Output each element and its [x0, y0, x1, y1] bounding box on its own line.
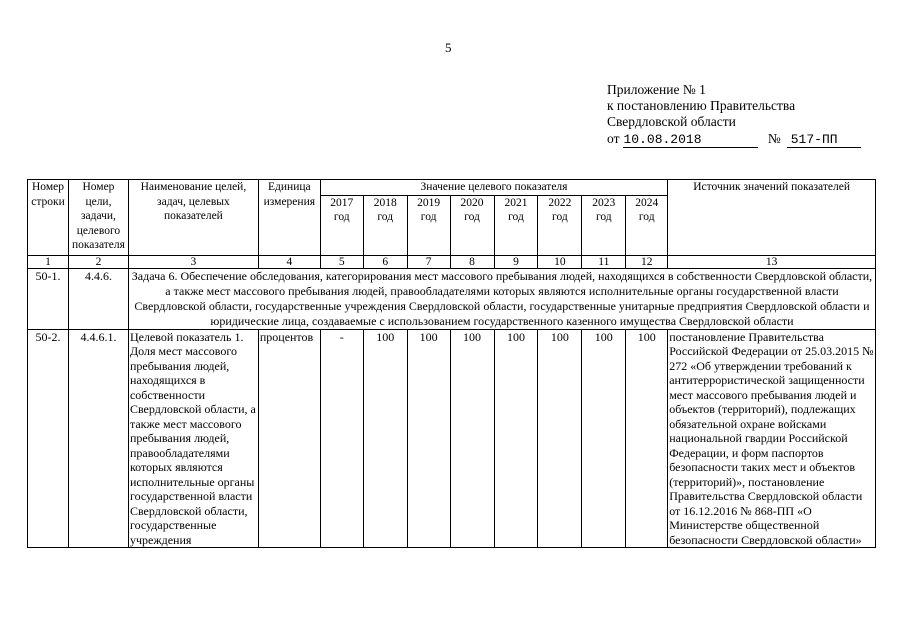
indicators-table — [27, 179, 876, 548]
resolution-number: 517-ПП — [790, 132, 838, 147]
header-values-group: Значение целевого показателя — [320, 180, 667, 196]
column-number: 1 — [28, 255, 69, 268]
indicator-value-2022: 100 — [538, 329, 582, 548]
indicator-goal-number: 4.4.6.1. — [68, 329, 128, 548]
column-number: 7 — [407, 255, 450, 268]
task-goal-number: 4.4.6. — [68, 268, 128, 329]
column-number: 8 — [450, 255, 494, 268]
indicator-value-2020: 100 — [450, 329, 494, 548]
header-row-number: Номер строки — [28, 180, 69, 256]
appendix-region-line: Свердловской области — [607, 114, 736, 129]
indicator-value-2018: 100 — [363, 329, 407, 548]
header-year: 2024 год — [626, 195, 668, 255]
header-source: Источник значений показателей — [668, 180, 876, 256]
appendix-title: Приложение № 1 — [607, 82, 706, 97]
column-number: 10 — [538, 255, 582, 268]
indicator-value-2019: 100 — [407, 329, 450, 548]
indicator-value-2023: 100 — [582, 329, 626, 548]
header-year: 2019 год — [407, 195, 450, 255]
column-number: 5 — [320, 255, 363, 268]
header-name: Наименование целей, задач, целевых показателей — [128, 180, 258, 256]
header-goal-number: Номер цели, задачи, целевого показателя — [68, 180, 128, 256]
indicator-value-2024: 100 — [626, 329, 668, 548]
column-number: 9 — [494, 255, 538, 268]
appendix-date-line — [607, 131, 861, 148]
indicator-unit: процентов — [258, 329, 320, 548]
header-unit: Единица измерения — [258, 180, 320, 256]
column-number: 12 — [626, 255, 668, 268]
column-number: 13 — [668, 255, 876, 268]
date-prefix: от — [607, 131, 620, 146]
indicator-value-2021: 100 — [494, 329, 538, 548]
column-number: 2 — [68, 255, 128, 268]
header-year: 2022 год — [538, 195, 582, 255]
resolution-date: 10.08.2018 — [623, 132, 702, 147]
number-prefix: № — [767, 131, 781, 146]
column-number: 6 — [363, 255, 407, 268]
header-year: 2023 год — [582, 195, 626, 255]
page-number: 5 — [445, 40, 452, 55]
column-number: 3 — [128, 255, 258, 268]
task-row-number: 50-1. — [28, 268, 69, 329]
appendix-header — [607, 82, 861, 148]
indicator-row-number: 50-2. — [28, 329, 69, 548]
header-year: 2017 год — [320, 195, 363, 255]
task-description: Задача 6. Обеспечение обследования, категорирования мест массового пребывания людей, находящихся в собственности Свердловской области, а также мест массового пребывания людей, правообладателями которых являются исполнительные органы государственной власти Свердловской области, государственные учреждения Свердловской области, государственные унитарные предприятия Свердловской области и юридические лица, создаваемые с использованием государственного казенного имущества Свердловской области — [128, 268, 875, 329]
indicator-row — [28, 329, 876, 548]
indicator-value-2017: - — [320, 329, 363, 548]
header-year: 2018 год — [363, 195, 407, 255]
column-number: 4 — [258, 255, 320, 268]
header-row-top — [28, 180, 876, 196]
indicator-name: Целевой показатель 1. Доля мест массового пребывания людей, находящихся в собственности Свердловской области, а также мест массового пребывания людей, правообладателями которых являются исполнительные органы государственной власти Свердловской области, государственные учреждения — [128, 329, 258, 548]
appendix-resolution-line: к постановлению Правительства — [607, 98, 796, 113]
column-number: 11 — [582, 255, 626, 268]
task-row — [28, 268, 876, 329]
header-year: 2020 год — [450, 195, 494, 255]
column-number-row — [28, 255, 876, 268]
header-year: 2021 год — [494, 195, 538, 255]
indicator-source: постановление Правительства Российской Федерации от 25.03.2015 № 272 «Об утверждении требований к антитеррористической защищенности мест массового пребывания людей и объектов (территорий), подлежащих обязательной охране войсками национальной гвардии Российской Федерации, и форм паспортов безопасности таких мест и объектов (территорий)», постановление Правительства Свердловской области от 16.12.2016 № 868-ПП «О Министерстве общественной безопасности Свердловской области» — [669, 329, 874, 547]
